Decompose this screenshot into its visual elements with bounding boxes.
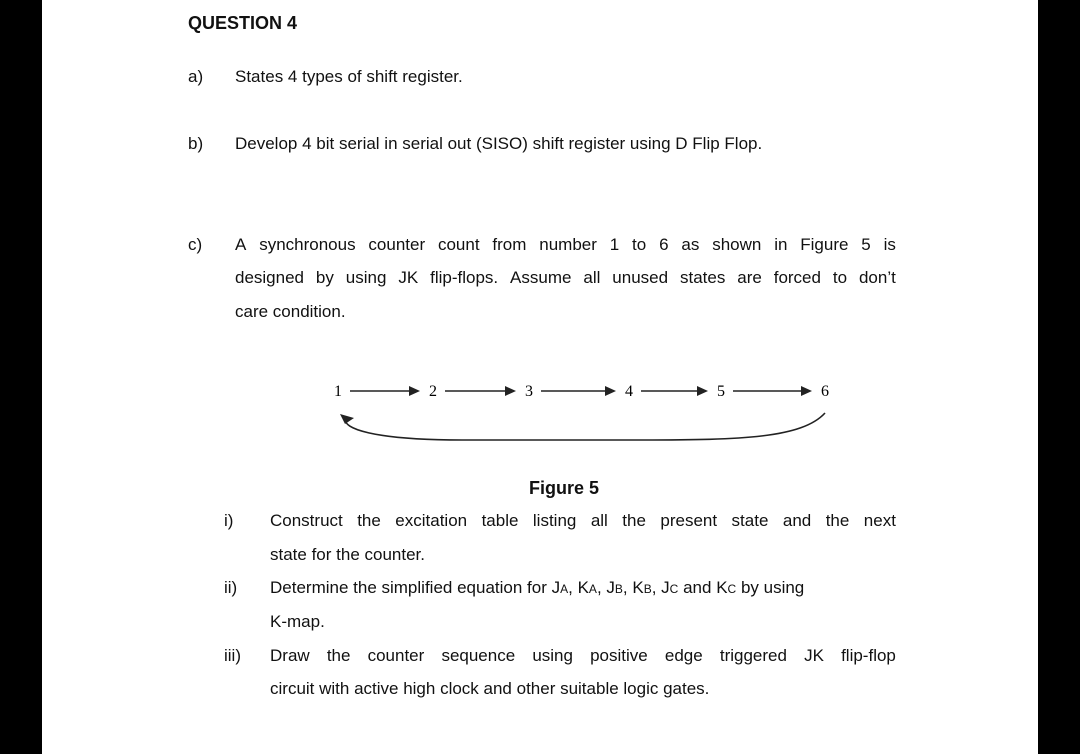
- subpart-i-word: excitation: [395, 511, 468, 530]
- document-page: [42, 0, 1038, 754]
- part-c-word: synchronous: [259, 235, 356, 254]
- figure-5-state-diagram: [42, 0, 1038, 480]
- part-c-word: 6: [659, 235, 669, 254]
- figure-caption: Figure 5: [529, 478, 600, 498]
- part-c-word: forced: [773, 268, 821, 287]
- subpart-i-word: all: [590, 511, 608, 530]
- part-c-word: are: [737, 268, 762, 287]
- part-c-word: Assume: [510, 268, 572, 287]
- subpart-iii-line-2: circuit with active high clock and other suitable logic gates.: [270, 679, 710, 698]
- state-node-label: 1: [334, 383, 342, 400]
- flipflop-input-label: JA: [551, 578, 569, 597]
- subpart-i-word: state: [731, 511, 769, 530]
- subpart-iii-word: using: [532, 646, 573, 665]
- transition-arrowhead: [697, 386, 708, 396]
- flipflop-input-label: KA: [577, 578, 597, 597]
- subpart-ii-marker: ii): [224, 578, 238, 597]
- subpart-iii-line-1: [270, 646, 896, 666]
- part-c-word: states: [679, 268, 726, 287]
- subpart-i-word: listing: [532, 511, 577, 530]
- part-c-word: as: [681, 235, 700, 254]
- ii-and-text: and: [683, 578, 712, 597]
- figure-5-nodes: [334, 383, 829, 400]
- part-c-word: from: [492, 235, 527, 254]
- subpart-i-word: present: [660, 511, 718, 530]
- part-c-word: is: [883, 235, 896, 254]
- part-c-word: flip-flops.: [430, 268, 499, 287]
- part-c-word: don’t: [858, 268, 896, 287]
- subpart-iii-word: counter: [367, 646, 425, 665]
- part-c-marker: c): [188, 235, 203, 254]
- state-node-label: 2: [429, 383, 437, 400]
- subpart-iii-word: sequence: [441, 646, 516, 665]
- part-b-text: Develop 4 bit serial in serial out (SISO) shift register using D Flip Flop.: [235, 134, 763, 153]
- part-c-word: number: [539, 235, 597, 254]
- subpart-ii-line-2: K-map.: [270, 612, 325, 631]
- subpart-iii-word: Draw: [270, 646, 310, 665]
- part-c-word: 5: [861, 235, 871, 254]
- part-c-word: using: [345, 268, 387, 287]
- subpart-i-word: next: [863, 511, 896, 530]
- part-c-word: count: [437, 235, 480, 254]
- part-c-word: counter: [368, 235, 426, 254]
- transition-arrowhead: [801, 386, 812, 396]
- flipflop-input-label: JB: [606, 578, 623, 597]
- part-a-marker: a): [188, 67, 204, 86]
- part-c-word: designed: [235, 268, 305, 287]
- state-node-label: 6: [821, 383, 829, 400]
- part-c-word: Figure: [800, 235, 849, 254]
- state-node-label: 5: [717, 383, 725, 400]
- part-b-marker: b): [188, 134, 204, 153]
- part-c-line-3: care condition.: [235, 302, 346, 321]
- flipflop-input-label: KB: [632, 578, 652, 597]
- part-c-word: JK: [398, 268, 419, 287]
- part-c-word: A: [235, 235, 247, 254]
- ii-suffix-text: by using: [740, 578, 805, 597]
- subpart-i-marker: i): [224, 511, 234, 530]
- return-arrowhead: [340, 414, 354, 424]
- part-c-word: in: [774, 235, 788, 254]
- part-c-word: to: [832, 268, 848, 287]
- ii-prefix-text: Determine the simplified equation for: [270, 578, 547, 597]
- flipflop-input-label: KC: [716, 578, 737, 597]
- subpart-i-line-1: [270, 511, 896, 531]
- subpart-iii-word: edge: [664, 646, 703, 665]
- return-arrow-6-to-1: [346, 413, 825, 440]
- flipflop-input-label: JC: [661, 578, 679, 597]
- subpart-iii-word: JK: [804, 646, 824, 665]
- part-a-text: States 4 types of shift register.: [235, 67, 463, 86]
- transition-arrowhead: [505, 386, 516, 396]
- subpart-iii-word: triggered: [719, 646, 787, 665]
- subpart-i-word: the: [357, 511, 381, 530]
- subpart-iii-word: positive: [590, 646, 648, 665]
- subpart-i-word: Construct: [270, 511, 343, 530]
- part-c-word: shown: [712, 235, 762, 254]
- subpart-i-word: table: [481, 511, 519, 530]
- subpart-iii-marker: iii): [224, 646, 241, 665]
- question-title: QUESTION 4: [188, 13, 298, 33]
- subpart-i-word: the: [825, 511, 850, 530]
- subpart-i-word: and: [782, 511, 812, 530]
- part-c-word: all: [583, 268, 601, 287]
- subpart-iii-word: the: [326, 646, 351, 665]
- part-c-word: 1: [609, 235, 620, 254]
- subpart-iii-word: flip-flop: [841, 646, 896, 665]
- right-black-border: [1038, 0, 1080, 754]
- subpart-ii-line-1: Determine the simplified equation for JA, KA, JB, KB, JC and KC by using: [270, 578, 805, 597]
- subpart-i-word: the: [622, 511, 646, 530]
- state-node-label: 3: [525, 383, 533, 400]
- part-c-word: by: [315, 268, 334, 287]
- subpart-i-line-2: state for the counter.: [270, 545, 425, 564]
- state-node-label: 4: [625, 383, 633, 400]
- transition-arrowhead: [605, 386, 616, 396]
- transition-arrowhead: [409, 386, 420, 396]
- part-c-word: unused: [612, 268, 669, 287]
- left-black-border: [0, 0, 42, 754]
- part-c-word: to: [632, 235, 647, 254]
